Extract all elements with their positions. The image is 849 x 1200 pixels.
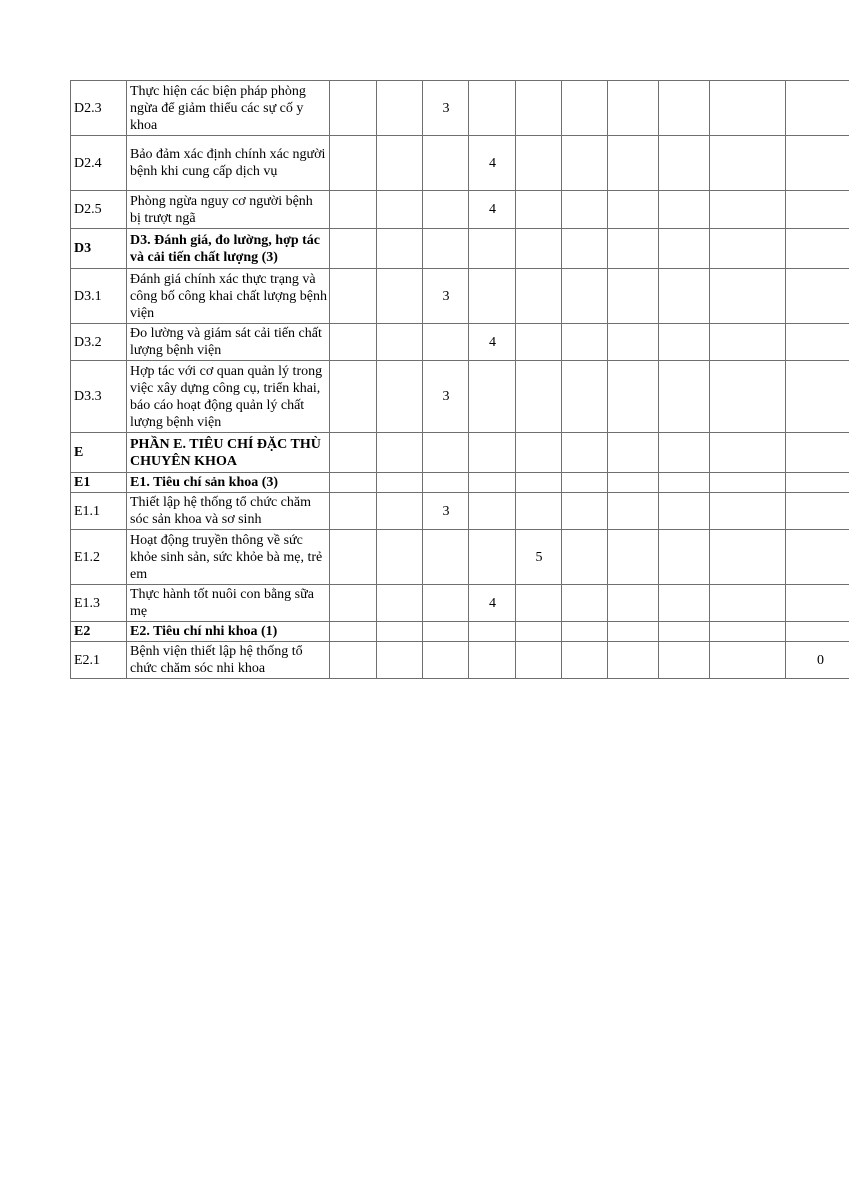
empty-cell — [608, 361, 659, 433]
empty-cell — [330, 433, 377, 473]
empty-cell — [659, 530, 710, 585]
empty-cell — [377, 136, 423, 191]
empty-cell — [469, 493, 516, 530]
empty-cell — [516, 585, 562, 622]
empty-cell — [423, 585, 469, 622]
empty-cell — [330, 530, 377, 585]
empty-cell — [469, 361, 516, 433]
criterion-row — [71, 493, 849, 530]
empty-cell — [377, 642, 423, 679]
empty-cell — [710, 361, 786, 433]
criterion-code: D2.3 — [71, 81, 127, 136]
empty-cell — [469, 229, 516, 269]
criterion-title: Bảo đảm xác định chính xác người bệnh khi cung cấp dịch vụ — [127, 136, 330, 191]
empty-cell — [330, 324, 377, 361]
empty-cell — [786, 585, 849, 622]
empty-cell — [377, 585, 423, 622]
criterion-code: D3.3 — [71, 361, 127, 433]
empty-cell — [786, 229, 849, 269]
empty-cell — [608, 585, 659, 622]
criterion-title: Đo lường và giám sát cải tiến chất lượng bệnh viện — [127, 324, 330, 361]
empty-cell — [710, 642, 786, 679]
criterion-title: Thực hiện các biện pháp phòng ngừa để giảm thiểu các sự cố y khoa — [127, 81, 330, 136]
empty-cell — [516, 361, 562, 433]
empty-cell — [710, 191, 786, 229]
empty-cell — [710, 530, 786, 585]
empty-cell — [659, 269, 710, 324]
empty-cell — [710, 493, 786, 530]
empty-cell — [469, 622, 516, 642]
empty-cell — [377, 269, 423, 324]
empty-cell — [330, 191, 377, 229]
empty-cell — [423, 622, 469, 642]
empty-cell — [786, 136, 849, 191]
criterion-code: D3 — [71, 229, 127, 269]
empty-cell — [516, 433, 562, 473]
criterion-row — [71, 136, 849, 191]
empty-cell — [516, 642, 562, 679]
empty-cell — [786, 622, 849, 642]
level-score: 3 — [423, 493, 469, 530]
empty-cell — [330, 229, 377, 269]
empty-cell — [423, 136, 469, 191]
empty-cell — [377, 229, 423, 269]
empty-cell — [608, 433, 659, 473]
empty-cell — [786, 191, 849, 229]
empty-cell — [786, 81, 849, 136]
criterion-code: D2.4 — [71, 136, 127, 191]
empty-cell — [516, 191, 562, 229]
empty-cell — [562, 493, 608, 530]
criterion-title: Bệnh viện thiết lập hệ thống tổ chức chăm sóc nhi khoa — [127, 642, 330, 679]
empty-cell — [330, 361, 377, 433]
empty-cell — [786, 269, 849, 324]
empty-cell — [786, 324, 849, 361]
level-score: 4 — [469, 136, 516, 191]
empty-cell — [710, 585, 786, 622]
empty-cell — [710, 324, 786, 361]
empty-cell — [786, 361, 849, 433]
empty-cell — [710, 229, 786, 269]
empty-cell — [377, 493, 423, 530]
criterion-title: Đánh giá chính xác thực trạng và công bố công khai chất lượng bệnh viện — [127, 269, 330, 324]
criterion-row — [71, 585, 849, 622]
criterion-row — [71, 269, 849, 324]
empty-cell — [710, 81, 786, 136]
level-score: 3 — [423, 81, 469, 136]
criterion-title: PHẦN E. TIÊU CHÍ ĐẶC THÙ CHUYÊN KHOA — [127, 433, 330, 473]
criterion-code: E1.2 — [71, 530, 127, 585]
level-score: 5 — [516, 530, 562, 585]
empty-cell — [710, 473, 786, 493]
empty-cell — [377, 433, 423, 473]
empty-cell — [710, 136, 786, 191]
empty-cell — [516, 473, 562, 493]
empty-cell — [786, 473, 849, 493]
level-score: 4 — [469, 585, 516, 622]
level-score: 4 — [469, 191, 516, 229]
empty-cell — [562, 433, 608, 473]
empty-cell — [608, 136, 659, 191]
empty-cell — [608, 81, 659, 136]
empty-cell — [516, 81, 562, 136]
section-row — [71, 473, 849, 493]
empty-cell — [608, 324, 659, 361]
empty-cell — [377, 530, 423, 585]
criterion-row — [71, 324, 849, 361]
criterion-row — [71, 642, 849, 679]
empty-cell — [330, 493, 377, 530]
empty-cell — [659, 433, 710, 473]
empty-cell — [516, 229, 562, 269]
criterion-code: E1.3 — [71, 585, 127, 622]
empty-cell — [786, 493, 849, 530]
empty-cell — [330, 642, 377, 679]
empty-cell — [562, 269, 608, 324]
empty-cell — [562, 585, 608, 622]
section-row — [71, 229, 849, 269]
empty-cell — [469, 269, 516, 324]
empty-cell — [786, 530, 849, 585]
empty-cell — [786, 433, 849, 473]
criterion-code: E — [71, 433, 127, 473]
empty-cell — [608, 191, 659, 229]
criterion-title: E2. Tiêu chí nhi khoa (1) — [127, 622, 330, 642]
empty-cell — [469, 642, 516, 679]
level-score: 4 — [469, 324, 516, 361]
empty-cell — [562, 361, 608, 433]
empty-cell — [562, 229, 608, 269]
empty-cell — [710, 433, 786, 473]
empty-cell — [423, 530, 469, 585]
criterion-row — [71, 361, 849, 433]
criterion-code: E1.1 — [71, 493, 127, 530]
criterion-title: D3. Đánh giá, đo lường, hợp tác và cải tiến chất lượng (3) — [127, 229, 330, 269]
empty-cell — [330, 81, 377, 136]
empty-cell — [659, 191, 710, 229]
empty-cell — [608, 642, 659, 679]
empty-cell — [330, 622, 377, 642]
empty-cell — [469, 473, 516, 493]
empty-cell — [608, 493, 659, 530]
empty-cell — [608, 622, 659, 642]
empty-cell — [377, 473, 423, 493]
empty-cell — [516, 269, 562, 324]
criterion-title: Thực hành tốt nuôi con bằng sữa mẹ — [127, 585, 330, 622]
empty-cell — [562, 530, 608, 585]
empty-cell — [562, 136, 608, 191]
empty-cell — [608, 269, 659, 324]
section-row — [71, 433, 849, 473]
criterion-code: D2.5 — [71, 191, 127, 229]
criterion-code: D3.2 — [71, 324, 127, 361]
empty-cell — [710, 269, 786, 324]
empty-cell — [377, 324, 423, 361]
section-row — [71, 622, 849, 642]
empty-cell — [659, 136, 710, 191]
criterion-code: D3.1 — [71, 269, 127, 324]
criteria-table-body — [71, 81, 849, 679]
empty-cell — [659, 585, 710, 622]
empty-cell — [330, 473, 377, 493]
empty-cell — [423, 229, 469, 269]
empty-cell — [469, 433, 516, 473]
empty-cell — [423, 433, 469, 473]
criterion-title: Thiết lập hệ thống tổ chức chăm sóc sản khoa và sơ sinh — [127, 493, 330, 530]
empty-cell — [469, 81, 516, 136]
criteria-table — [70, 80, 849, 679]
empty-cell — [330, 269, 377, 324]
criterion-row — [71, 530, 849, 585]
empty-cell — [562, 81, 608, 136]
empty-cell — [562, 324, 608, 361]
empty-cell — [659, 229, 710, 269]
empty-cell — [423, 473, 469, 493]
criterion-title: E1. Tiêu chí sản khoa (3) — [127, 473, 330, 493]
empty-cell — [659, 622, 710, 642]
criterion-title: Hoạt động truyền thông về sức khỏe sinh sản, sức khỏe bà mẹ, trẻ em — [127, 530, 330, 585]
empty-cell — [330, 136, 377, 191]
empty-cell — [659, 493, 710, 530]
criterion-code: E2.1 — [71, 642, 127, 679]
empty-cell — [659, 324, 710, 361]
empty-cell — [659, 473, 710, 493]
criterion-row — [71, 191, 849, 229]
empty-cell — [516, 622, 562, 642]
criterion-code: E2 — [71, 622, 127, 642]
level-score: 3 — [423, 361, 469, 433]
empty-cell — [562, 473, 608, 493]
empty-cell — [562, 642, 608, 679]
level-score: 3 — [423, 269, 469, 324]
empty-cell — [710, 622, 786, 642]
empty-cell — [608, 530, 659, 585]
empty-cell — [469, 530, 516, 585]
criterion-title: Hợp tác với cơ quan quản lý trong việc xây dựng công cụ, triển khai, báo cáo hoạt động quản lý chất lượng bệnh viện — [127, 361, 330, 433]
empty-cell — [659, 361, 710, 433]
empty-cell — [516, 324, 562, 361]
empty-cell — [562, 191, 608, 229]
empty-cell — [377, 191, 423, 229]
empty-cell — [608, 473, 659, 493]
empty-cell — [330, 585, 377, 622]
empty-cell — [608, 229, 659, 269]
empty-cell — [423, 324, 469, 361]
empty-cell — [659, 642, 710, 679]
empty-cell — [423, 191, 469, 229]
empty-cell — [516, 493, 562, 530]
empty-cell — [423, 642, 469, 679]
empty-cell — [562, 622, 608, 642]
criterion-row — [71, 81, 849, 136]
criterion-code: E1 — [71, 473, 127, 493]
level-score: 0 — [786, 642, 849, 679]
empty-cell — [377, 361, 423, 433]
empty-cell — [659, 81, 710, 136]
empty-cell — [516, 136, 562, 191]
empty-cell — [377, 622, 423, 642]
empty-cell — [377, 81, 423, 136]
criterion-title: Phòng ngừa nguy cơ người bệnh bị trượt ngã — [127, 191, 330, 229]
